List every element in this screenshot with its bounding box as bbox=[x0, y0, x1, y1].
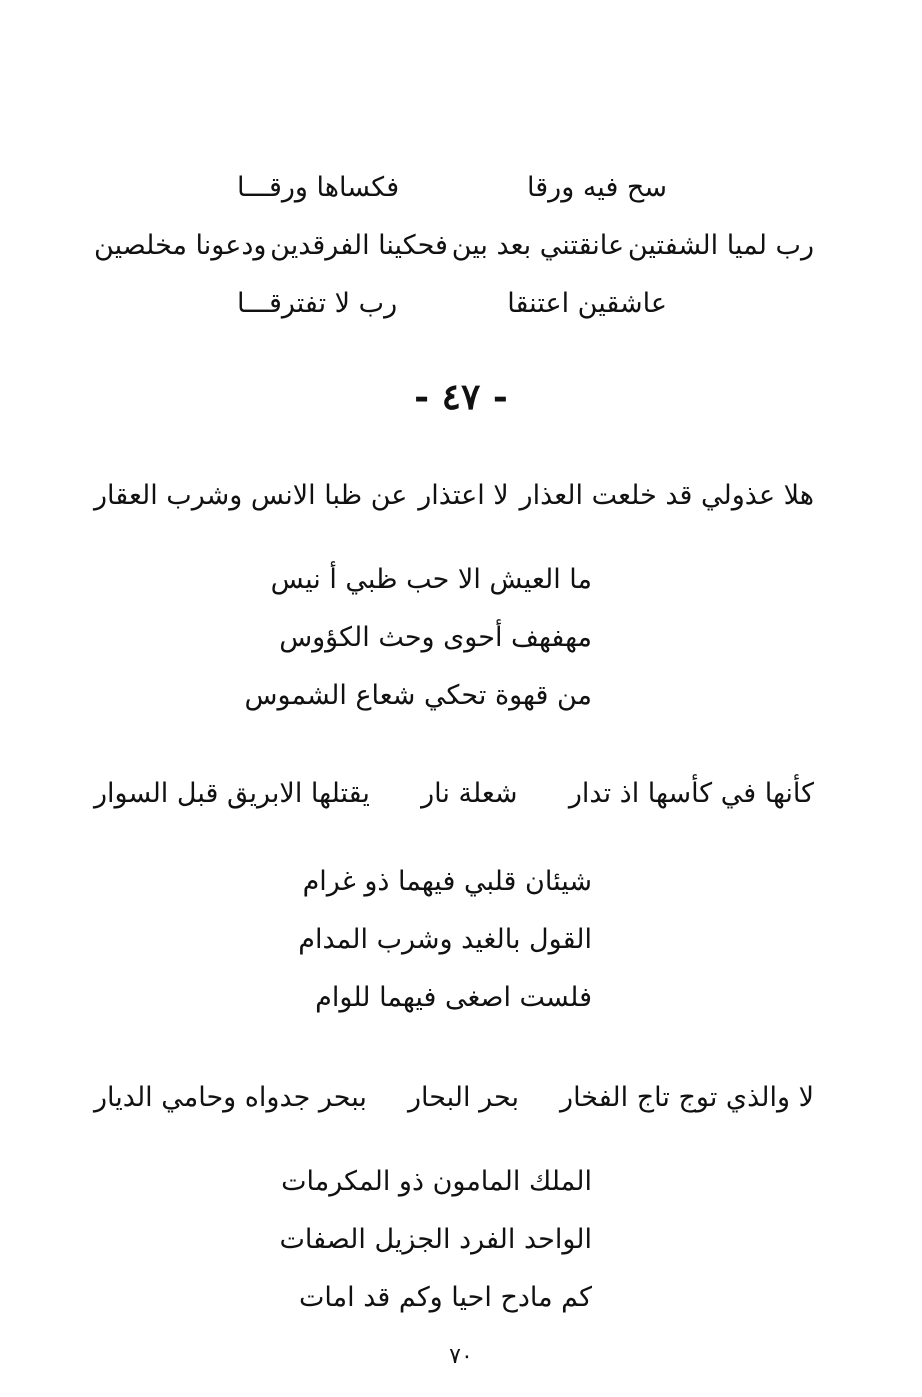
refrain-line: القول بالغيد وشرب المدام bbox=[298, 924, 592, 955]
verse-segment: رب لميا الشفتين bbox=[627, 230, 814, 261]
refrain-line: ما العيش الا حب ظبي أ نيس bbox=[270, 564, 592, 595]
refrain-line: كم مادح احيا وكم قد امات bbox=[299, 1282, 592, 1313]
stanza-top-line-1 bbox=[237, 168, 667, 208]
refrain-line: من قهوة تحكي شعاع الشموس bbox=[244, 680, 592, 711]
page-number: ٧٠ bbox=[449, 1344, 473, 1369]
verse-segment: ببحر جدواه وحامي الديار bbox=[94, 1082, 367, 1113]
refrain-line: الواحد الفرد الجزيل الصفات bbox=[279, 1224, 592, 1255]
verse-segment: لا والذي توج تاج الفخار bbox=[560, 1082, 814, 1113]
stanza-top-line-3 bbox=[237, 284, 667, 324]
verse-segment: لا اعتذار bbox=[418, 480, 509, 511]
verse-segment: سح فيه ورقا bbox=[527, 172, 667, 203]
verse-segment: عاشقين اعتنقا bbox=[507, 288, 667, 319]
refrain-line: فلست اصغى فيهما للوام bbox=[315, 982, 592, 1013]
poem-main-line-3 bbox=[94, 1078, 814, 1118]
verse-segment: يقتلها الابريق قبل السوار bbox=[94, 778, 370, 809]
refrain-line: الملك المامون ذو المكرمات bbox=[281, 1166, 592, 1197]
verse-segment: عن ظبا الانس وشرب العقار bbox=[94, 480, 408, 511]
section-number: - ٤٧ - bbox=[414, 376, 508, 418]
verse-segment: كأنها في كأسها اذ تدار bbox=[568, 778, 814, 809]
verse-segment: رب لا تفترقـــا bbox=[237, 288, 398, 319]
verse-segment: بحر البحار bbox=[407, 1082, 519, 1113]
refrain-line: مهفهف أحوى وحث الكؤوس bbox=[279, 622, 592, 653]
verse-segment: ودعونا مخلصين bbox=[94, 230, 267, 261]
verse-segment: فكساها ورقـــا bbox=[237, 172, 400, 203]
verse-segment: عانقتني بعد بين bbox=[451, 230, 625, 261]
verse-segment: شعلة نار bbox=[421, 778, 518, 809]
poem-main-line-2 bbox=[94, 774, 814, 814]
verse-segment: فحكينا الفرقدين bbox=[270, 230, 448, 261]
verse-segment: هلا عذولي قد خلعت العذار bbox=[519, 480, 814, 511]
poem-main-line-1 bbox=[94, 476, 814, 516]
stanza-top-line-2 bbox=[94, 226, 814, 266]
refrain-line: شيئان قلبي فيهما ذو غرام bbox=[302, 866, 592, 897]
